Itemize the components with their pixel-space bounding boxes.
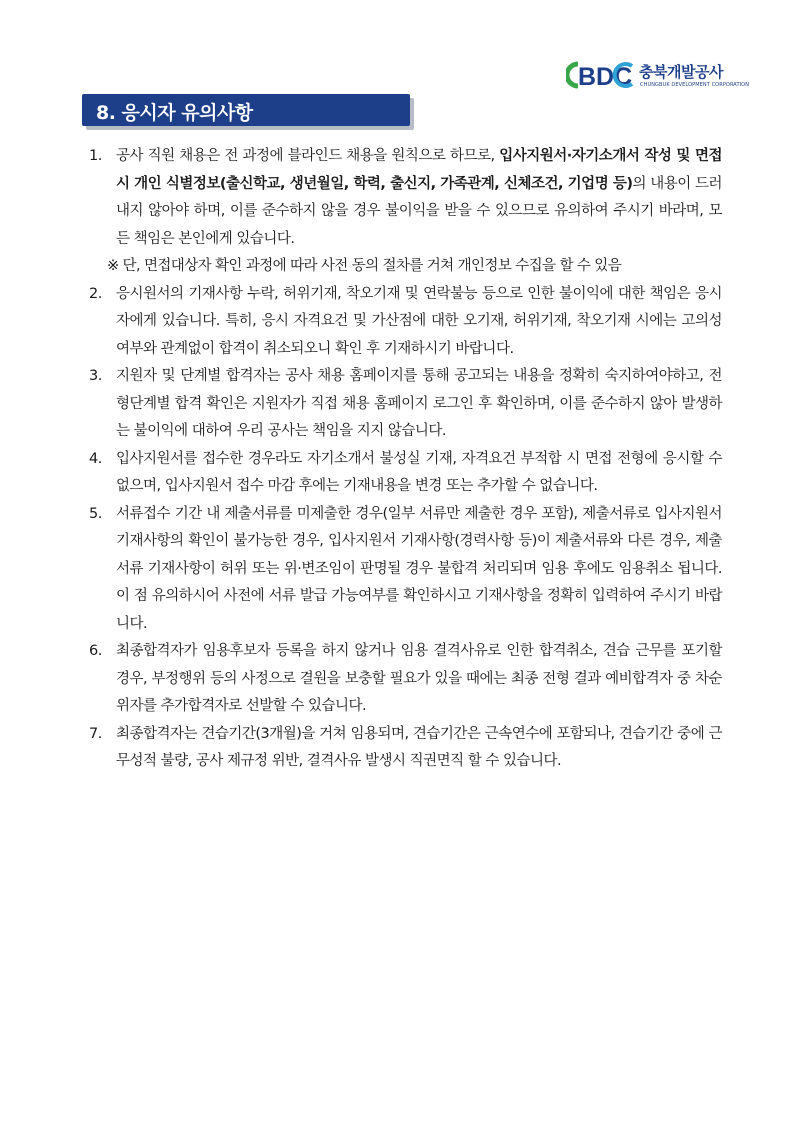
list-item-7: [86, 721, 722, 776]
item-text: [116, 143, 722, 253]
cbdc-logo-mark-icon: [566, 60, 636, 90]
section-title: 8. 응시자 유의사항: [96, 102, 253, 124]
item-text-pre: 공사 직원 채용은 전 과정에 블라인드 채용을 원칙으로 하므로,: [116, 148, 500, 164]
item-number: 1.: [89, 148, 102, 164]
item-number: 5.: [89, 505, 102, 522]
section-header: [82, 94, 410, 126]
item-number: 7.: [89, 725, 102, 742]
item-number: 4.: [89, 450, 102, 467]
item-text: 최종합격자는 견습기간(3개월)을 거쳐 임용되며, 견습기간은 근속연수에 포함되나, 견습기간 중에 근무성적 불량, 공사 제규정 위반, 결격사유 발생시 직권면직 할 수 있습니다.: [116, 725, 722, 769]
item-number: 2.: [89, 285, 102, 302]
item-text: 입사지원서를 접수한 경우라도 자기소개서 불성실 기재, 자격요건 부적합 시 면접 전형에 응시할 수 없으며, 입사지원서 접수 마감 후에는 기재내용을 변경 또는 추가할 수 없습니다.: [116, 450, 722, 494]
list-item-5: [86, 501, 722, 639]
item-text: 응시원서의 기재사항 누락, 허위기재, 착오기재 및 연락불능 등으로 인한 불이익에 대한 책임은 응시자에게 있습니다. 특히, 응시 자격요건 및 가산점에 대한 오기재, 허위기재, 착오기재 시에는 고의성 여부와 관계없이 합격이 취소되오니 확인 후 기재하시기 바랍니다.: [116, 285, 722, 357]
item-text-post: 의 내용이 드러내지 않아야 하며, 이를 준수하지 않을 경우 불이익을 받을 수 있으므로 유의하여 주시기 바라며, 모든 책임은 본인에게 있습니다.: [116, 175, 722, 247]
item-text: 최종합격자가 임용후보자 등록을 하지 않거나 임용 결격사유로 인한 합격취소, 견습 근무를 포기할 경우, 부정행위 등의 사정으로 결원을 보충할 필요가 있을 때에는 최종 전형 결과 예비합격자 중 차순위자를 추가합격자로 선발할 수 있습니다.: [116, 643, 722, 714]
list-item-3: [86, 363, 722, 446]
logo-letters: BDC: [578, 63, 633, 90]
logo-name-en: CHUNGBUK DEVELOPMENT CORPORATION: [640, 82, 750, 88]
item-number: 3.: [89, 368, 102, 384]
list-item-1: [86, 143, 722, 253]
notice-list: [86, 143, 722, 776]
list-item-4: [86, 446, 722, 501]
company-logo: [566, 60, 750, 94]
list-item-6: [86, 638, 722, 721]
item-number: 6.: [89, 643, 102, 659]
item-text: 서류접수 기간 내 제출서류를 미제출한 경우(일부 서류만 제출한 경우 포함), 제출서류로 입사지원서 기재사항의 확인이 불가능한 경우, 입사지원서 기재사항(경력사항 등)이 제출서류와 다른 경우, 제출서류 기재사항이 허위 또는 위·변조임이 판명될 경우 불합격 처리되며 임용 후에도 임용취소 됩니다. 이 점 유의하시어 사전에 서류 발급 가능여부를 확인하시고 기재사항을 정확히 입력하여 주시기 바랍니다.: [116, 505, 722, 632]
item-text: 지원자 및 단계별 합격자는 공사 채용 홈페이지를 통해 공고되는 내용을 정확히 숙지하여야하고, 전형단계별 합격 확인은 지원자가 직접 채용 홈페이지 로그인 후 확인하며, 이를 준수하지 않아 발생하는 불이익에 대하여 우리 공사는 책임을 지지 않습니다.: [116, 368, 722, 439]
item-text-bold: 입사지원서·자기소개서 작성 및 면접 시 개인 식별정보(출신학교, 생년월일, 학력, 출신지, 가족관계, 신체조건, 기업명 등): [116, 148, 722, 192]
list-item-2: [86, 281, 722, 364]
logo-name-ko: 충북개발공사: [639, 63, 723, 81]
privacy-note: ※ 단, 면접대상자 확인 과정에 따라 사전 동의 절차를 거쳐 개인정보 수집을 할 수 있음: [107, 258, 622, 274]
